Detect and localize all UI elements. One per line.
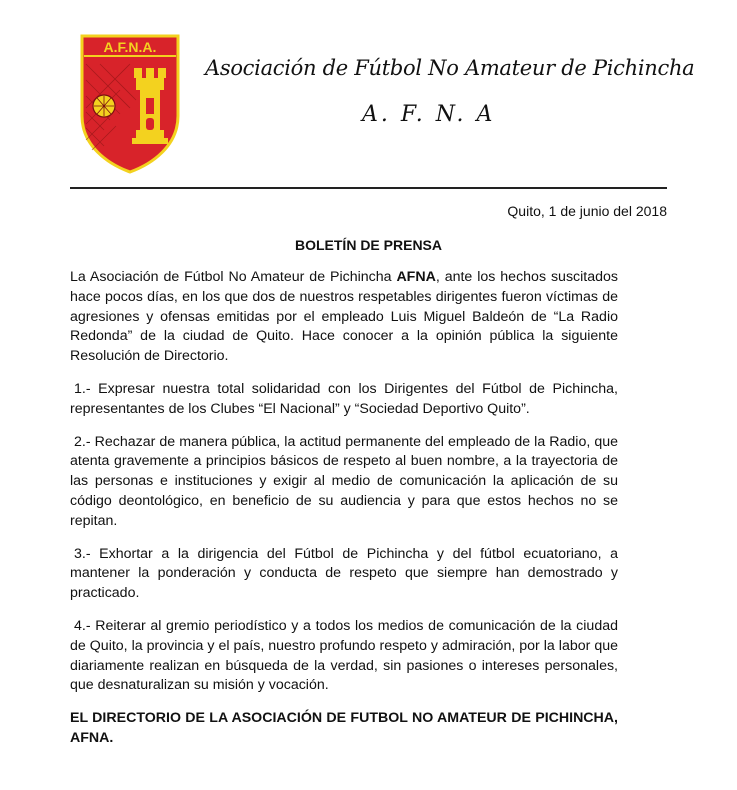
afna-crest-logo [80,34,180,174]
document-heading: BOLETÍN DE PRENSA [294,237,442,253]
resolution-item-4: 4.- Reiterar al gremio periodístico y a todos los medios de comunicación de la ciudad de Quito, la provincia y el país, nuestro profundo respeto y admiración, por la labor que diariamente realizan en búsqueda de la verdad, sin pasiones o intereses personales, que desnaturalizan su misión y vocación. [70,617,618,694]
intro-paragraph [70,268,618,367]
crest-ball-icon [93,95,115,117]
header-divider [70,187,667,189]
resolution-item-2: 2.- Rechazar de manera pública, la actitud permanente del empleado de la Radio, que atenta gravemente a principios básicos de respeto al buen nombre, a la trayectoria de las personas e instituciones y exigir al medio de comunicación la aplicación de su código deontológico, en beneficio de su audiencia y para que estos hechos no se repitan. [70,433,618,529]
org-abbreviation: A. F. N. A [362,102,496,127]
document-body [70,268,618,762]
crest-text: A.F.N.A. [103,39,157,55]
intro-text: La Asociación de Fútbol No Amateur de Pichincha [70,269,397,285]
intro-text-cont: , ante los hechos suscitados hace pocos días, en los que dos de nuestros respetables dirigentes fueron víctimas de agresiones y ofensas emitidas por el empleado Luis Miguel Baldeón de “La Radio Redonda” de la ciudad de Quito. Hace conocer a la opinión pública la siguiente Resolución de Directorio. [70,269,618,365]
intro-bold-afna: AFNA [396,269,436,285]
document-date: Quito, 1 de junio del 2018 [507,203,667,219]
resolution-item-3: 3.- Exhortar a la dirigencia del Fútbol de Pichincha y del fútbol ecuatoriano, a mantener la ponderación y conducta de respeto que siempre han demostrado y practicado. [70,545,618,602]
closing-signature: EL DIRECTORIO DE LA ASOCIACIÓN DE FUTBOL NO AMATEUR DE PICHINCHA, AFNA. [70,710,618,746]
resolution-item-1: 1.- Expresar nuestra total solidaridad con los Dirigentes del Fútbol de Pichincha, representantes de los Clubes “El Nacional” y “Sociedad Deportivo Quito”. [70,380,618,417]
org-name-title: Asociación de Fútbol No Amateur de Pichincha [205,56,695,80]
